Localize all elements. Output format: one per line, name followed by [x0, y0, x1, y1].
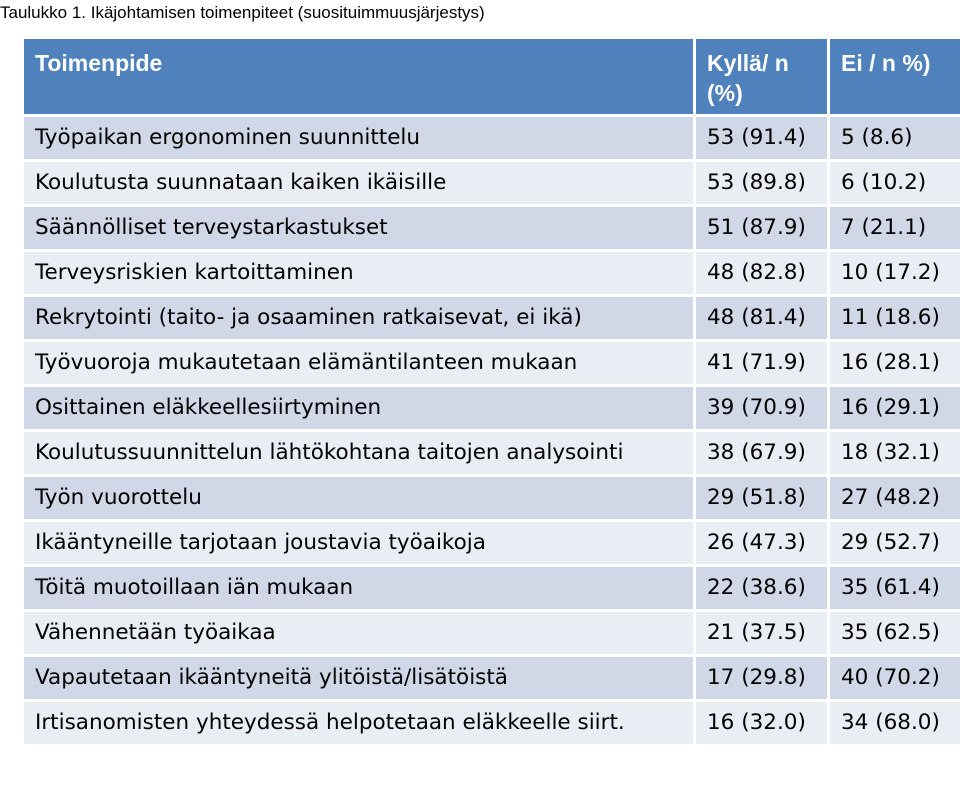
header-yes: Kyllä/ n (%) — [695, 38, 829, 116]
cell-yes: 53 (91.4) — [695, 116, 829, 161]
cell-yes: 26 (47.3) — [695, 521, 829, 566]
cell-yes: 38 (67.9) — [695, 431, 829, 476]
cell-yes: 22 (38.6) — [695, 566, 829, 611]
cell-yes: 51 (87.9) — [695, 206, 829, 251]
cell-measure: Töitä muotoillaan iän mukaan — [23, 566, 695, 611]
cell-yes: 39 (70.9) — [695, 386, 829, 431]
table-row — [23, 476, 960, 521]
table-row — [23, 566, 960, 611]
cell-measure: Vähennetään työaikaa — [23, 611, 695, 656]
cell-measure: Vapautetaan ikääntyneitä ylitöistä/lisätöistä — [23, 656, 695, 701]
cell-yes: 53 (89.8) — [695, 161, 829, 206]
cell-measure: Työpaikan ergonominen suunnittelu — [23, 116, 695, 161]
cell-no: 29 (52.7) — [829, 521, 960, 566]
cell-no: 27 (48.2) — [829, 476, 960, 521]
cell-no: 7 (21.1) — [829, 206, 960, 251]
cell-yes: 48 (82.8) — [695, 251, 829, 296]
cell-measure: Koulutussuunnittelun lähtökohtana taitojen analysointi — [23, 431, 695, 476]
table-row — [23, 431, 960, 476]
cell-no: 16 (29.1) — [829, 386, 960, 431]
measures-table — [21, 36, 960, 747]
table-header-row — [23, 38, 960, 116]
cell-yes: 48 (81.4) — [695, 296, 829, 341]
cell-measure: Ikääntyneille tarjotaan joustavia työaikoja — [23, 521, 695, 566]
cell-measure: Säännölliset terveystarkastukset — [23, 206, 695, 251]
table-row — [23, 611, 960, 656]
cell-no: 16 (28.1) — [829, 341, 960, 386]
cell-measure: Osittainen eläkkeellesiirtyminen — [23, 386, 695, 431]
table-row — [23, 296, 960, 341]
cell-measure: Terveysriskien kartoittaminen — [23, 251, 695, 296]
cell-no: 11 (18.6) — [829, 296, 960, 341]
cell-no: 18 (32.1) — [829, 431, 960, 476]
table-row — [23, 116, 960, 161]
table-row — [23, 701, 960, 746]
table-caption: Taulukko 1. Ikäjohtamisen toimenpiteet (suosituimmuusjärjestys) — [0, 3, 485, 22]
cell-no: 34 (68.0) — [829, 701, 960, 746]
cell-no: 10 (17.2) — [829, 251, 960, 296]
table-row — [23, 341, 960, 386]
cell-no: 35 (61.4) — [829, 566, 960, 611]
header-no: Ei / n %) — [829, 38, 960, 116]
table-row — [23, 521, 960, 566]
cell-no: 40 (70.2) — [829, 656, 960, 701]
cell-no: 5 (8.6) — [829, 116, 960, 161]
cell-measure: Työn vuorottelu — [23, 476, 695, 521]
cell-yes: 16 (32.0) — [695, 701, 829, 746]
cell-measure: Koulutusta suunnataan kaiken ikäisille — [23, 161, 695, 206]
header-measure: Toimenpide — [23, 38, 695, 116]
table-row — [23, 161, 960, 206]
cell-yes: 21 (37.5) — [695, 611, 829, 656]
table-row — [23, 251, 960, 296]
cell-yes: 17 (29.8) — [695, 656, 829, 701]
cell-measure: Irtisanomisten yhteydessä helpotetaan eläkkeelle siirt. — [23, 701, 695, 746]
cell-measure: Rekrytointi (taito- ja osaaminen ratkaisevat, ei ikä) — [23, 296, 695, 341]
table-row — [23, 656, 960, 701]
table-row — [23, 206, 960, 251]
cell-measure: Työvuoroja mukautetaan elämäntilanteen mukaan — [23, 341, 695, 386]
cell-no: 6 (10.2) — [829, 161, 960, 206]
cell-no: 35 (62.5) — [829, 611, 960, 656]
table-row — [23, 386, 960, 431]
cell-yes: 41 (71.9) — [695, 341, 829, 386]
cell-yes: 29 (51.8) — [695, 476, 829, 521]
